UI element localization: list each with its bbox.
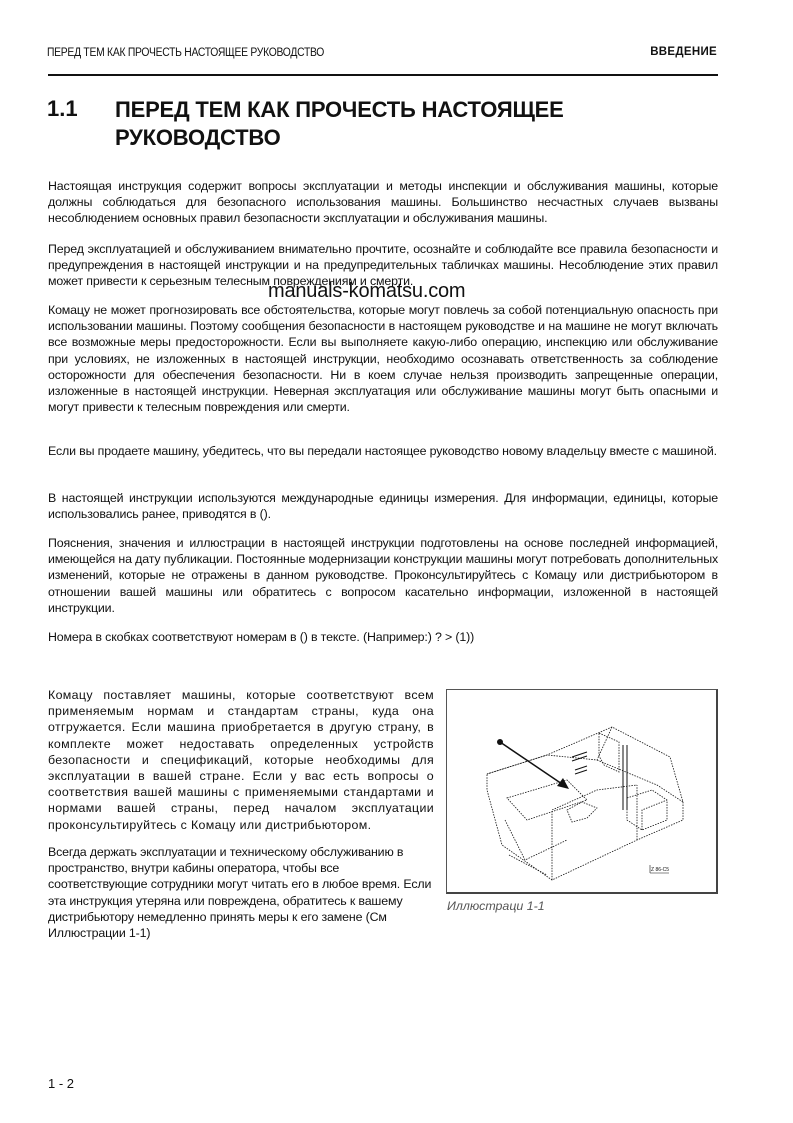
cab-interior-illustration: [447, 690, 716, 892]
paragraph-modernization: Пояснения, значения и иллюстрации в настоящей инструкции подготовлены на основе последней информацией, имеющейся на дату публикации. Постоянные модернизации конструкции машины могут потребовать дополнительных изменений, которые не отражены в данном руководстве. Проконсультируйтесь с Комацу или дистрибьютором в отношении вашей машины или обратитесь с вопросом касательно информации, изложенной в настоящей инструкции.: [48, 536, 718, 615]
paragraph-keep-manual: Всегда держать эксплуатации и техническому обслуживанию в пространство, внутри кабины оператора, чтобы все соответствующие сотрудники могут читать его в любое время. Если эта инструкция утеряна или повреждена, обратитесь к вашему дистрибьютору немедленно принять меры к его замене (См Иллюстрации 1-1): [48, 845, 432, 941]
paragraph-standards: Комацу поставляет машины, которые соответствуют всем применяемым нормам и стандартам страны, куда она отгружается. Если машина приобретается в другую страну, в комплекте может недоставать определенных устройств безопасности и спецификаций, которые необходимы для эксплуатации в вашей стране. Если у вас есть вопросы о соответствия вашей машины с применяемыми стандартами и нормами вашей страны, перед началом эксплуатации проконсультируйтесь с Комацу или дистрибьютором.: [48, 688, 434, 832]
paragraph-intro: Настоящая инструкция содержит вопросы эксплуатации и методы инспекции и обслуживания машины, которые должны соблюдаться для безопасного использования машины. Большинство несчастных случаев вызваны несоблюдением основных правил безопасности эксплуатации и обслуживания машины.: [48, 179, 718, 226]
header-chapter: ВВЕДЕНИЕ: [650, 46, 717, 58]
paragraph-komatsu-liability: Комацу не может прогнозировать все обстоятельства, которые могут повлечь за собой потенциальную опасность при использовании машины. Поэтому сообщения безопасности в настоящем руководстве и на машине не могут включать все возможные меры предосторожности. Если вы выполняете какую-либо операцию, инспекцию или обслуживание при условиях, не изложенных в настоящей инструкции, необходимо осознавать ответственность за соблюдение осторожности для обеспечения безопасности. Ни в коем случае нельзя производить запрещенные операции, изложенные в настоящей инструкции. Неверная эксплуатация или обслуживание машины могут быть опасными и могут привести к телесным повреждения или смерти.: [48, 303, 718, 415]
paragraph-numbering: Номера в скобках соответствуют номерам в () в тексте. (Например:) ? > (1)): [48, 630, 475, 644]
page-number: 1 - 2: [48, 1076, 75, 1091]
paragraph-units: В настоящей инструкции используются международные единицы измерения. Для информации, единицы, которые использовались ранее, приводятся в ().: [48, 491, 718, 522]
header-divider: [48, 74, 718, 76]
page-title: ПЕРЕД ТЕМ КАК ПРОЧЕСТЬ НАСТОЯЩЕЕ РУКОВОДСТВО: [115, 97, 564, 150]
paragraph-safety-rules: Перед эксплуатацией и обслуживанием внимательно прочтите, осознайте и соблюдайте все правила безопасности и предупреждения в настоящей инструкции и на предупредительных табличках машины. Несоблюдение этих правил может привести к серьезным телесным повреждениям и смерти.: [48, 242, 718, 289]
section-number: 1.1: [47, 96, 78, 121]
figure-code: Z 86-C5: [651, 867, 670, 873]
paragraph-selling-machine: Если вы продаете машину, убедитесь, что вы передали настоящее руководство новому владельцу вместе с машиной.: [48, 444, 717, 458]
figure-caption: Иллюстраци 1-1: [447, 899, 545, 913]
header-section-title: ПЕРЕД ТЕМ КАК ПРОЧЕСТЬ НАСТОЯЩЕЕ РУКОВОДСТВО: [47, 47, 325, 59]
figure-cab-illustration: [446, 689, 718, 894]
watermark: manuals-komatsu.com: [268, 280, 466, 302]
